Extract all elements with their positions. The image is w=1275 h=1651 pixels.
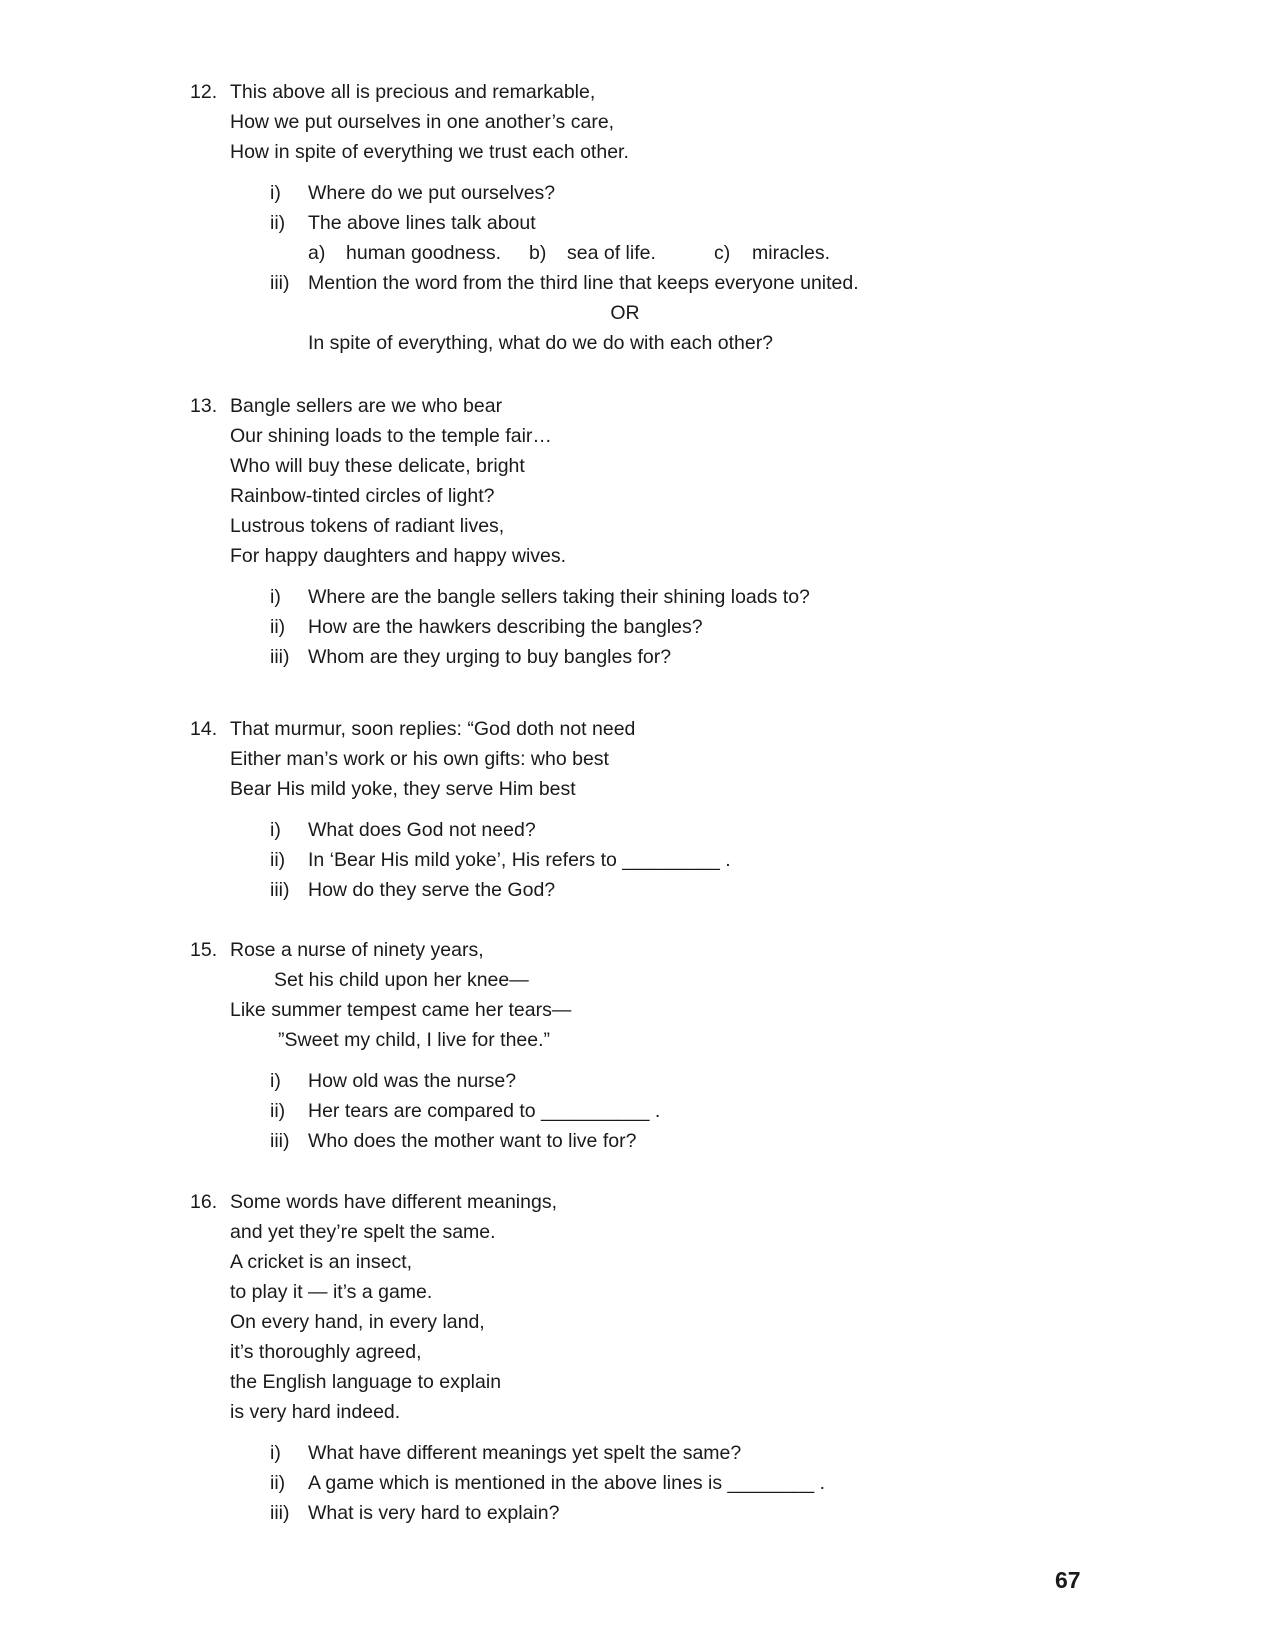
sub-question-numeral: ii) xyxy=(270,1100,286,1122)
poem-line: Some words have different meanings, xyxy=(230,1191,557,1213)
sub-question xyxy=(190,178,1110,208)
sub-question-text: Where do we put ourselves? xyxy=(308,182,556,204)
sub-question xyxy=(190,1096,1110,1126)
poem-line: to play it — it’s a game. xyxy=(230,1281,433,1303)
sub-question xyxy=(190,1066,1110,1096)
sub-question-text: How are the hawkers describing the bangles? xyxy=(308,616,703,638)
sub-question xyxy=(190,875,1110,905)
sub-question-text: Her tears are compared to __________ . xyxy=(308,1100,661,1122)
poem-line: Rose a nurse of ninety years, xyxy=(230,939,484,961)
poem-excerpt xyxy=(230,935,1110,1055)
question-number: 14. xyxy=(190,718,218,740)
sub-question-numeral: i) xyxy=(270,819,281,841)
poem-line: is very hard indeed. xyxy=(230,1401,401,1423)
question-12 xyxy=(190,77,1110,358)
sub-question xyxy=(190,815,1110,845)
sub-question-numeral: iii) xyxy=(270,1502,290,1524)
sub-question xyxy=(190,612,1110,642)
page-number: 67 xyxy=(1055,1567,1081,1593)
sub-questions xyxy=(190,815,1110,905)
poem-line: it’s thoroughly agreed, xyxy=(230,1341,422,1363)
poem-excerpt xyxy=(230,77,1110,167)
poem-excerpt xyxy=(230,714,1110,804)
poem-line: That murmur, soon replies: “God doth not need xyxy=(230,718,636,740)
option-c-text: miracles. xyxy=(752,242,831,264)
sub-question-numeral: ii) xyxy=(270,616,286,638)
poem-line: Our shining loads to the temple fair… xyxy=(230,425,552,447)
sub-question-text: What have different meanings yet spelt the same? xyxy=(308,1442,742,1464)
sub-question-text: How old was the nurse? xyxy=(308,1070,517,1092)
poem-line: Set his child upon her knee— xyxy=(274,969,529,991)
sub-question-numeral: iii) xyxy=(270,646,290,668)
answer-options xyxy=(190,238,1110,268)
poem-line: ”Sweet my child, I live for thee.” xyxy=(278,1029,551,1051)
question-number: 15. xyxy=(190,939,218,961)
sub-question xyxy=(190,1498,1110,1528)
sub-question xyxy=(190,642,1110,672)
question-16 xyxy=(190,1187,1110,1528)
poem-line: On every hand, in every land, xyxy=(230,1311,485,1333)
alternative-question xyxy=(190,328,1110,358)
poem-line: For happy daughters and happy wives. xyxy=(230,545,567,567)
sub-question xyxy=(190,845,1110,875)
poem-line: Either man’s work or his own gifts: who best xyxy=(230,748,609,770)
sub-question-text: In ‘Bear His mild yoke’, His refers to _________ . xyxy=(308,849,731,871)
sub-question-numeral: iii) xyxy=(270,1130,290,1152)
sub-question-numeral: i) xyxy=(270,1070,281,1092)
sub-questions xyxy=(190,1438,1110,1528)
sub-question xyxy=(190,208,1110,238)
poem-line: This above all is precious and remarkable, xyxy=(230,81,596,103)
poem-line: Like summer tempest came her tears— xyxy=(230,999,572,1021)
sub-question xyxy=(190,1126,1110,1156)
sub-question-text: How do they serve the God? xyxy=(308,879,556,901)
question-15 xyxy=(190,935,1110,1156)
poem-line: the English language to explain xyxy=(230,1371,502,1393)
sub-question-numeral: ii) xyxy=(270,212,286,234)
poem-line: A cricket is an insect, xyxy=(230,1251,413,1273)
sub-question xyxy=(190,268,1110,298)
option-b-text: sea of life. xyxy=(567,242,656,264)
question-number: 16. xyxy=(190,1191,218,1213)
poem-line: Bear His mild yoke, they serve Him best xyxy=(230,778,576,800)
option-c-label: c) xyxy=(714,242,731,264)
sub-question-text: What does God not need? xyxy=(308,819,536,841)
question-number: 12. xyxy=(190,81,218,103)
option-a-label: a) xyxy=(308,242,326,264)
question-14 xyxy=(190,714,1110,905)
question-13 xyxy=(190,391,1110,672)
sub-question-numeral: i) xyxy=(270,182,281,204)
poem-line: How we put ourselves in one another’s care, xyxy=(230,111,615,133)
or-divider: OR xyxy=(610,302,640,324)
poem-line: How in spite of everything we trust each other. xyxy=(230,141,629,163)
poem-line: Bangle sellers are we who bear xyxy=(230,395,503,417)
sub-question-text: The above lines talk about xyxy=(308,212,536,234)
question-number: 13. xyxy=(190,395,218,417)
poem-line: Lustrous tokens of radiant lives, xyxy=(230,515,505,537)
sub-question xyxy=(190,1468,1110,1498)
sub-question-numeral: iii) xyxy=(270,272,290,294)
sub-questions xyxy=(190,178,1110,358)
sub-question-text: Whom are they urging to buy bangles for? xyxy=(308,646,672,668)
sub-question-text: What is very hard to explain? xyxy=(308,1502,560,1524)
poem-line: and yet they’re spelt the same. xyxy=(230,1221,496,1243)
sub-question-numeral: i) xyxy=(270,586,281,608)
option-a-text: human goodness. xyxy=(346,242,502,264)
alternative-question-text: In spite of everything, what do we do with each other? xyxy=(308,332,774,354)
poem-line: Who will buy these delicate, bright xyxy=(230,455,525,477)
poem-line: Rainbow-tinted circles of light? xyxy=(230,485,495,507)
sub-question xyxy=(190,582,1110,612)
sub-question-numeral: ii) xyxy=(270,1472,286,1494)
sub-question-numeral: i) xyxy=(270,1442,281,1464)
sub-questions xyxy=(190,582,1110,672)
sub-question xyxy=(190,1438,1110,1468)
sub-question-text: Where are the bangle sellers taking their shining loads to? xyxy=(308,586,810,608)
sub-questions xyxy=(190,1066,1110,1156)
sub-question-text: Mention the word from the third line that keeps everyone united. xyxy=(308,272,859,294)
sub-question-numeral: ii) xyxy=(270,849,286,871)
poem-excerpt xyxy=(230,1187,1110,1427)
sub-question-text: Who does the mother want to live for? xyxy=(308,1130,637,1152)
option-b-label: b) xyxy=(529,242,547,264)
sub-question-numeral: iii) xyxy=(270,879,290,901)
sub-question-text: A game which is mentioned in the above lines is ________ . xyxy=(308,1472,826,1494)
poem-excerpt xyxy=(230,391,1110,571)
